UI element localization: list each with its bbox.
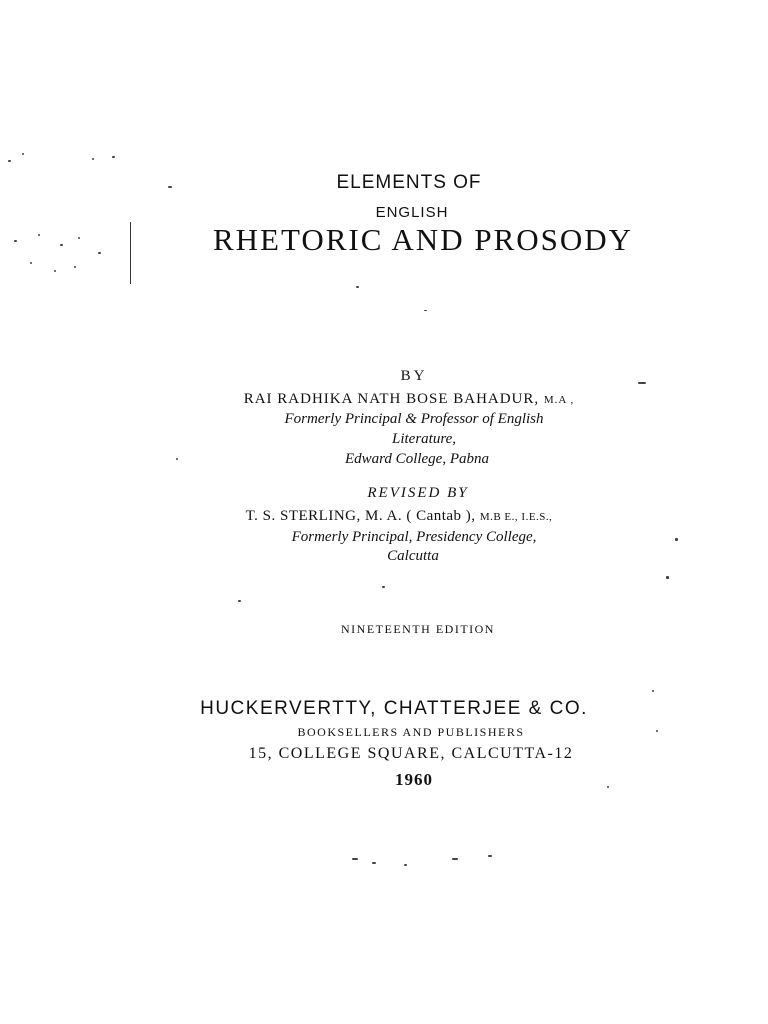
scan-speck bbox=[8, 160, 11, 162]
scan-speck bbox=[176, 458, 178, 460]
scan-speck bbox=[372, 862, 376, 864]
scan-speck bbox=[352, 858, 358, 860]
scan-speck bbox=[452, 858, 458, 860]
author-name bbox=[0, 391, 768, 408]
title-line-1: ELEMENTS OF bbox=[336, 172, 482, 193]
scan-speck bbox=[666, 576, 669, 579]
scan-speck bbox=[356, 286, 359, 288]
reviser-line-2: Calcutta bbox=[387, 548, 439, 564]
author-degree: M.A , bbox=[543, 394, 575, 406]
scan-speck bbox=[382, 586, 385, 588]
publication-year: 1960 bbox=[395, 770, 433, 789]
scan-speck bbox=[14, 240, 17, 242]
scan-speck bbox=[652, 690, 654, 692]
scan-speck bbox=[656, 730, 658, 732]
reviser-degree: M.B E., I.E.S., bbox=[479, 511, 553, 523]
reviser-name-text: T. S. STERLING, M. A. ( Cantab ), bbox=[245, 508, 476, 524]
scan-speck bbox=[92, 158, 94, 160]
publisher-line-2: 15, COLLEGE SQUARE, CALCUTTA-12 bbox=[248, 745, 574, 762]
author-name-text: RAI RADHIKA NATH BOSE BAHADUR, bbox=[243, 391, 540, 407]
scan-speck bbox=[38, 234, 40, 236]
scan-speck bbox=[168, 186, 172, 188]
scan-speck bbox=[675, 538, 678, 541]
scan-speck bbox=[607, 786, 609, 788]
edition: NINETEENTH EDITION bbox=[341, 622, 495, 636]
author-line-3: Edward College, Pabna bbox=[344, 451, 490, 467]
publisher-name: HUCKERVERTTY, CHATTERJEE & CO. bbox=[200, 698, 588, 719]
reviser-line-1: Formerly Principal, Presidency College, bbox=[291, 529, 537, 545]
scan-speck bbox=[488, 855, 492, 857]
scan-speck bbox=[424, 310, 427, 311]
scan-speck bbox=[638, 382, 646, 384]
author-line-2: Literature, bbox=[391, 431, 457, 447]
scan-speck bbox=[238, 600, 241, 602]
reviser-name bbox=[0, 508, 768, 525]
scan-speck bbox=[22, 153, 24, 155]
scan-speck bbox=[404, 864, 407, 866]
scan-speck bbox=[78, 237, 80, 239]
title-line-2: ENGLISH bbox=[375, 204, 449, 221]
scan-speck bbox=[54, 270, 56, 272]
scan-speck bbox=[112, 156, 115, 158]
title-main: RHETORIC AND PROSODY bbox=[212, 222, 634, 257]
by-label: BY bbox=[400, 368, 428, 384]
revised-by-label: REVISED BY bbox=[367, 485, 469, 501]
scan-speck bbox=[74, 266, 76, 268]
scan-speck bbox=[30, 262, 32, 264]
publisher-line-1: BOOKSELLERS AND PUBLISHERS bbox=[297, 725, 525, 739]
scan-speck bbox=[98, 252, 101, 254]
scan-speck bbox=[60, 244, 63, 246]
author-line-1: Formerly Principal & Professor of English bbox=[284, 411, 544, 427]
